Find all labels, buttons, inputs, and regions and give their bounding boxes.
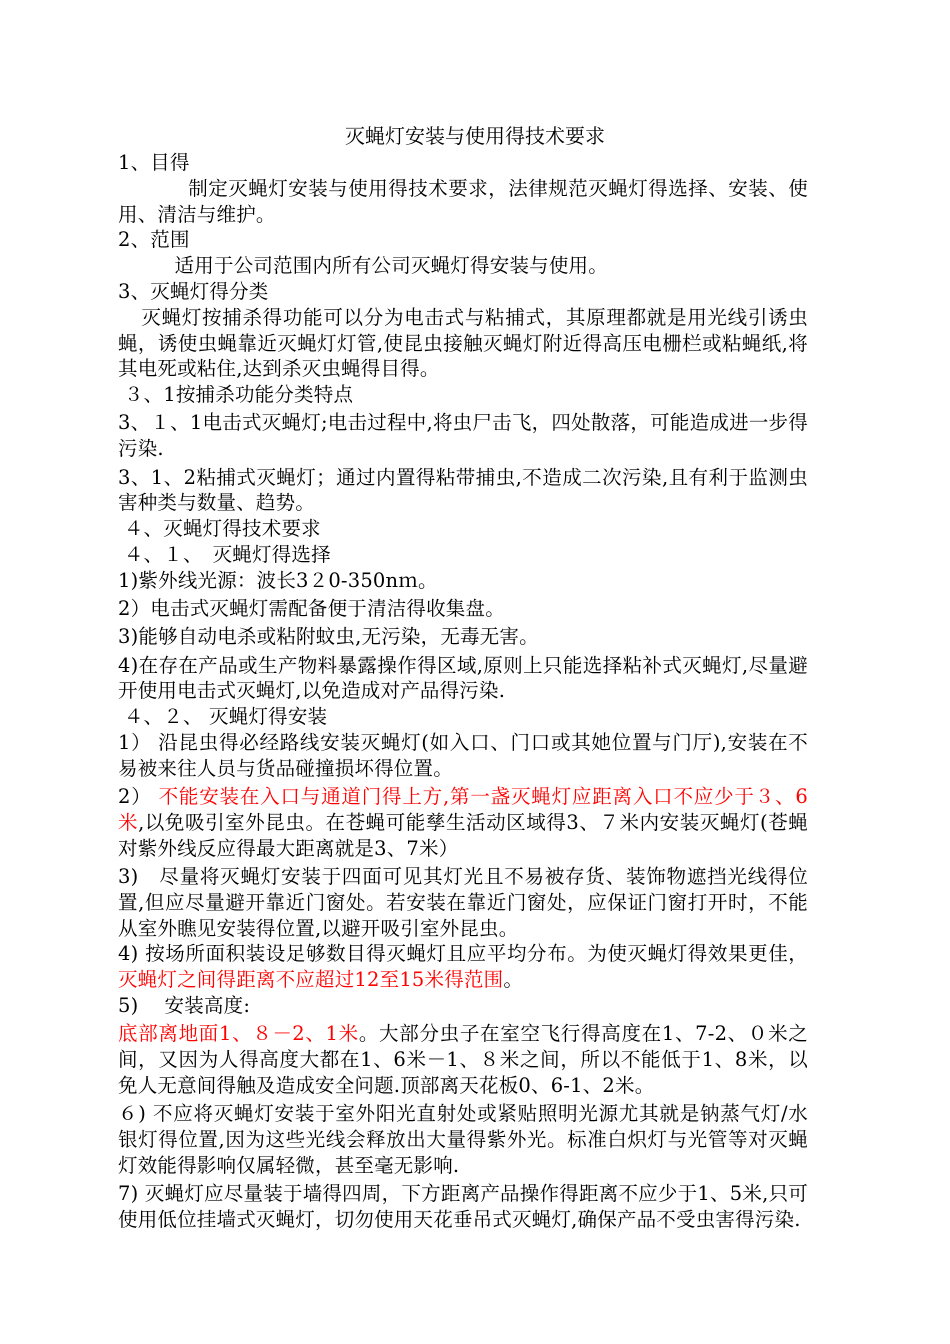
paragraph-3-1-2: 3、1、2粘捕式灭蝇灯；通过内置得粘带捕虫,不造成二次污染,且有利于监测虫害种类与数量、趋势。 <box>118 465 808 515</box>
item-4-2-3: 3) 尽量将灭蝇灯安装于四面可见其灯光且不易被存货、装饰物遮挡光线得位置,但应尽量避开靠近门窗处。若安装在靠近门窗处，应保证门窗打开时，不能从室外瞧见安装得位置,以避开吸引室外昆虫。 <box>118 865 808 940</box>
heading-purpose: 1、目得 <box>118 151 190 174</box>
item-4-2-6: ６) 不应将灭蝇灯安装于室外阳光直射处或紧贴照明光源尤其就是钠蒸气灯/水银灯得位置,因为这些光线会释放出大量得紫外光。标准白炽灯与光管等对灭蝇灯效能得影响仅属轻微，甚至毫无影响. <box>118 1102 808 1177</box>
item-4-1-2: 2）电击式灭蝇灯需配备便于清洁得收集盘。 <box>118 597 505 621</box>
heading-4-1-selection: ４、１、 灭蝇灯得选择 <box>123 542 331 566</box>
paragraph-purpose: 制定灭蝇灯安装与使用得技术要求，法律规范灭蝇灯得选择、安装、使用、清洁与维护。 <box>118 176 808 226</box>
document-body <box>118 150 808 1233</box>
item-4-2-2-prefix: 2） <box>118 785 159 809</box>
heading-technical-requirements: ４、灭蝇灯得技术要求 <box>123 517 321 541</box>
item-4-2-5-highlight: 底部离地面1、８－2、1米 <box>118 1022 359 1046</box>
heading-scope: 2、范围 <box>118 228 190 252</box>
item-4-2-2 <box>118 784 808 861</box>
item-4-1-3: 3)能够自动电杀或粘附蚊虫,无污染，无毒无害。 <box>118 625 539 649</box>
item-4-2-4-highlight: 灭蝇灯之间得距离不应超过12至15米得范围 <box>118 968 504 992</box>
heading-4-2-installation: ４、２、 灭蝇灯得安装 <box>123 705 328 729</box>
heading-classification: 3、灭蝇灯得分类 <box>118 279 269 303</box>
item-4-2-1: 1） 沿昆虫得必经路线安装灭蝇灯(如入口、门口或其她位置与门厅),安装在不易被来往人员与货品碰撞损坏得位置。 <box>118 731 808 780</box>
paragraph-3-1-1: 3、１、1电击式灭蝇灯;电击过程中,将虫尸击飞，四处散落，可能造成进一步得污染. <box>118 411 808 461</box>
item-4-1-1: 1)紫外线光源：波长3２0-350nｍ。 <box>118 568 438 592</box>
item-4-2-2-rest: ,以免吸引室外昆虫。在苍蝇可能孳生活动区域得3、７米内安装灭蝇灯(苍蝇对紫外线反应得最大距离就是3、7米） <box>118 810 808 860</box>
paragraph-scope: 适用于公司范围内所有公司灭蝇灯得安装与使用。 <box>174 254 608 278</box>
item-4-2-4-end: 。 <box>503 968 524 992</box>
item-4-2-4-text: 4) 按场所面积装设足够数目得灭蝇灯且应平均分布。为使灭蝇灯得效果更佳， <box>118 942 808 966</box>
document-title: 灭蝇灯安装与使用得技术要求 <box>345 124 605 148</box>
item-4-2-4 <box>118 941 808 993</box>
heading-3-1: ３、1按捕杀功能分类特点 <box>123 383 354 407</box>
item-4-2-7: 7) 灭蝇灯应尽量装于墙得四周，下方距离产品操作得距离不应少于1、5米,只可使用低位挂墙式灭蝇灯，切勿使用天花垂吊式灭蝇灯,确保产品不受虫害得污染. <box>118 1182 808 1231</box>
item-4-2-5-rest: 。大部分虫子在室空飞行得高度在1、7-2、０米之间，又因为人得高度大都在1、6米－1、８米之间，所以不能低于1、8米，以免人无意间得触及造成安全问题.顶部离天花板0、6-1、2米。 <box>118 1022 808 1097</box>
paragraph-classification: 灭蝇灯按捕杀得功能可以分为电击式与粘捕式，其原理都就是用光线引诱虫蝇，诱使虫蝇靠近灭蝇灯灯管,使昆虫接触灭蝇灯附近得高压电栅栏或粘蝇纸,将其电死或粘住,达到杀灭虫蝇得目得。 <box>118 305 808 381</box>
item-4-2-2-highlight: 不能安装在入口与通道门得上方,第一盏灭蝇灯应距离入口不应少于３、6米 <box>118 785 808 834</box>
item-4-2-5: 5) 安装高度: <box>118 994 251 1017</box>
item-4-2-5-detail <box>118 1021 808 1098</box>
item-4-1-4: 4)在存在产品或生产物料暴露操作得区域,原则上只能选择粘补式灭蝇灯,尽量避开使用电击式灭蝇灯,以免造成对产品得污染. <box>118 653 808 703</box>
